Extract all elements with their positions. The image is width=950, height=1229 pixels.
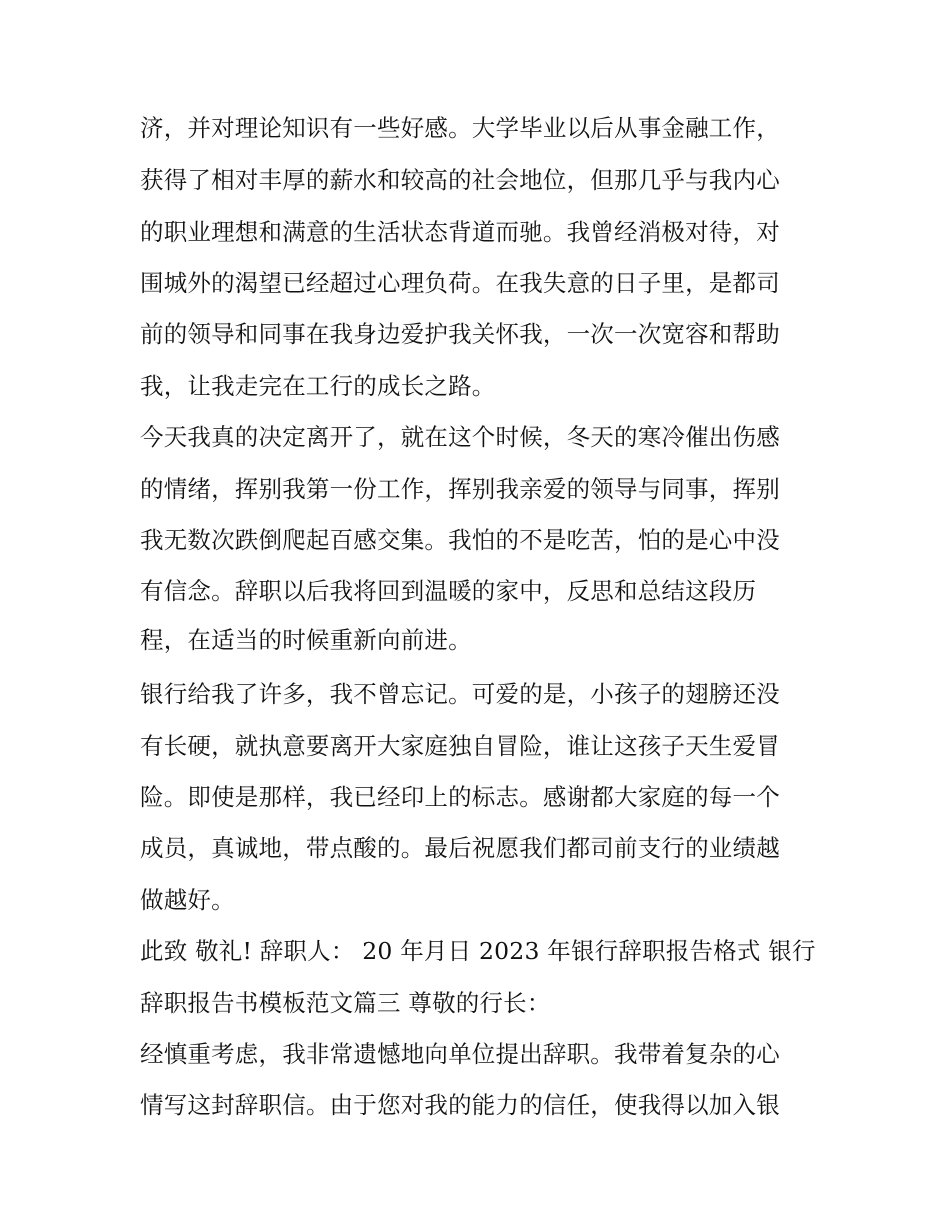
text-line: 的职业理想和满意的生活状态背道而驰。我曾经消极对待，对 — [140, 218, 780, 246]
text-line: 有信念。辞职以后我将回到温暖的家中，反思和总结这段历 — [140, 577, 757, 605]
text-line: 辞职报告书模板范文篇三 尊敬的行长： — [140, 989, 551, 1017]
text-line: 有长硬，就执意要离开大家庭独自冒险，谁让这孩子天生爱冒 — [140, 732, 780, 760]
text-line: 险。即使是那样，我已经印上的标志。感谢都大家庭的每一个 — [140, 783, 780, 811]
text-line: 经慎重考虑，我非常遗憾地向单位提出辞职。我带着复杂的心 — [140, 1040, 780, 1068]
text-line: 情写这封辞职信。由于您对我的能力的信任，使我得以加入银 — [140, 1091, 780, 1119]
text-line: 围城外的渴望已经超过心理负荷。在我失意的日子里，是都司 — [140, 269, 780, 297]
text-line: 银行给我了许多，我不曾忘记。可爱的是，小孩子的翅膀还没 — [140, 680, 780, 708]
text-line: 程，在适当的时候重新向前进。 — [140, 626, 472, 654]
text-line: 济，并对理论知识有一些好感。大学毕业以后从事金融工作， — [140, 114, 780, 142]
text-line: 今天我真的决定离开了，就在这个时候，冬天的寒冷催出伤感 — [140, 423, 780, 451]
text-line: 此致 敬礼! 辞职人： 20 年月日 2023 年银行辞职报告格式 银行 — [140, 937, 816, 965]
text-line: 成员，真诚地，带点酸的。最后祝愿我们都司前支行的业绩越 — [140, 834, 780, 862]
text-line: 的情绪，挥别我第一份工作，挥别我亲爱的领导与同事，挥别 — [140, 475, 780, 503]
text-line: 我，让我走完在工行的成长之路。 — [140, 372, 496, 400]
text-line: 做越好。 — [140, 886, 235, 914]
text-line: 前的领导和同事在我身边爱护我关怀我，一次一次宽容和帮助 — [140, 320, 780, 348]
text-line: 我无数次跌倒爬起百感交集。我怕的不是吃苦，怕的是心中没 — [140, 526, 780, 554]
text-line: 获得了相对丰厚的薪水和较高的社会地位，但那几乎与我内心 — [140, 166, 780, 194]
